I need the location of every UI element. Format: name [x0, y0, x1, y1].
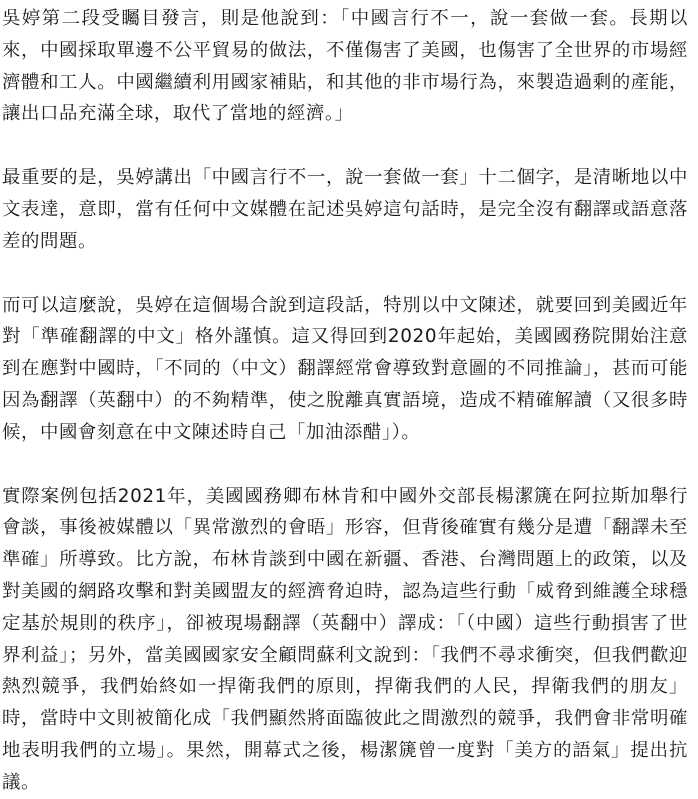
paragraph-1: 吳婷第二段受矚目發言，則是他說到：「中國言行不一，說一套做一套。長期以來，中國採取單邊不公平貿易的做法，不僅傷害了美國，也傷害了全世界的市場經濟體和工人。中國繼續利用國家補貼，和其他的非市場行為，來製造過剩的產能，讓出口品充滿全球，取代了當地的經濟。」	[2, 8, 688, 125]
paragraph-gap	[2, 258, 688, 290]
paragraph-gap	[2, 130, 688, 162]
paragraph-2: 最重要的是，吳婷講出「中國言行不一，說一套做一套」十二個字，是清晰地以中文表達，意即，當有任何中文媒體在記述吳婷這句話時，是完全沒有翻譯或語意落差的問題。	[2, 167, 688, 252]
paragraph-gap	[2, 449, 688, 481]
paragraph-3: 而可以這麼說，吳婷在這個場合說到這段話，特別以中文陳述，就要回到美國近年對「準確翻譯的中文」格外謹慎。這又得回到2020年起始，美國國務院開始注意到在應對中國時，「不同的（中文）翻譯經常會導致對意圖的不同推論」，甚而可能因為翻譯（英翻中）的不夠精準，使之脫離真實語境，造成不精確解讀（又很多時候，中國會刻意在中文陳述時自己「加油添醋」）。	[2, 294, 688, 443]
paragraph-4: 實際案例包括2021年，美國國務卿布林肯和中國外交部長楊潔篪在阿拉斯加舉行會談，事後被媒體以「異常激烈的會晤」形容，但背後確實有幾分是遭「翻譯未至準確」所導致。比方說，布林肯談到中國在新疆、香港、台灣問題上的政策，以及對美國的網路攻擊和對美國盟友的經濟脅迫時，認為這些行動「威脅到維護全球穩定基於規則的秩序」，卻被現場翻譯（英翻中）譯成：「（中國）這些行動損害了世界利益」；另外，當美國國家安全顧問蘇利文說到：「我們不尋求衝突，但我們歡迎熱烈競爭，我們始終如一捍衛我們的原則，捍衛我們的人民，捍衛我們的朋友」時，當時中文則被簡化成「我們顯然將面臨彼此之間激烈的競爭，我們會非常明確地表明我們的立場」。果然，開幕式之後，楊潔篪曾一度對「美方的語氣」提出抗議。	[2, 485, 688, 793]
